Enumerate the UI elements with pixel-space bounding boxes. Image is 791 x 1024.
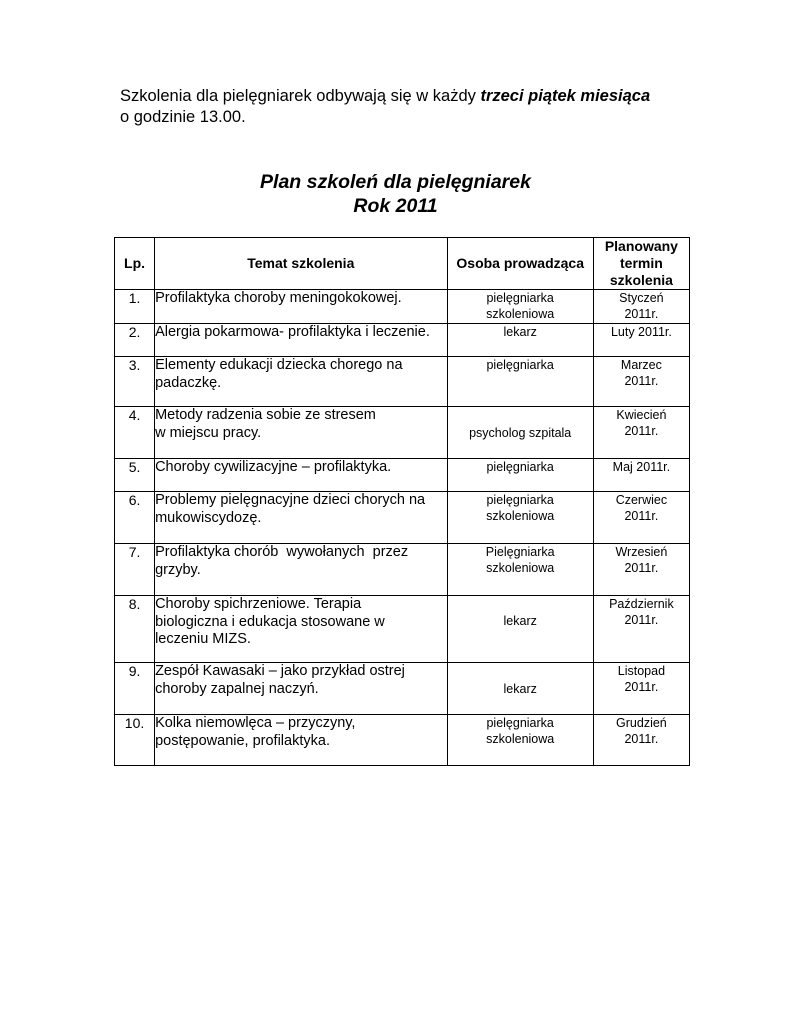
date-line: Październik — [609, 597, 674, 611]
date-line: 2011r. — [624, 424, 659, 438]
row-topic — [155, 663, 448, 715]
date-line: Czerwiec — [615, 493, 668, 507]
row-date — [593, 596, 689, 663]
date-line: 2011r. — [624, 613, 659, 627]
topic-line: Alergia pokarmowa- profilaktyka i leczenie. — [155, 324, 430, 340]
date-line: 2011r. — [624, 509, 659, 523]
row-date — [593, 357, 689, 407]
header-person: Osoba prowadząca — [447, 238, 593, 290]
row-date — [593, 544, 689, 596]
row-topic — [155, 544, 448, 596]
date-line: Listopad — [617, 664, 666, 678]
topic-line: Choroby cywilizacyjne – profilaktyka. — [155, 459, 392, 475]
row-date — [593, 459, 689, 492]
date-line: Wrzesień — [615, 545, 668, 559]
table-row — [115, 357, 690, 407]
person-line: lekarz — [503, 325, 537, 339]
date-line: 2011r. — [624, 561, 659, 575]
topic-line: Elementy edukacji dziecka chorego na — [155, 357, 403, 373]
topic-line: Choroby spichrzeniowe. Terapia — [155, 596, 362, 612]
person-line: szkoleniowa — [486, 561, 555, 575]
person-line: lekarz — [503, 682, 537, 696]
header-date-line: szkolenia — [609, 272, 673, 288]
topic-line: leczeniu MIZS. — [155, 631, 251, 647]
person-line: pielęgniarka — [486, 291, 554, 305]
person-line: szkoleniowa — [486, 732, 555, 746]
date-line: Luty 2011r. — [610, 325, 672, 339]
row-number: 1. — [115, 290, 155, 324]
table-row — [115, 407, 690, 459]
row-number: 9. — [115, 663, 155, 715]
person-line: Pielęgniarka — [485, 545, 555, 559]
topic-line: grzyby. — [155, 561, 201, 578]
row-number: 8. — [115, 596, 155, 663]
row-number: 5. — [115, 459, 155, 492]
date-line: Styczeń — [619, 291, 664, 305]
row-date — [593, 324, 689, 357]
row-topic — [155, 492, 448, 544]
row-number: 10. — [115, 715, 155, 766]
row-person — [447, 492, 593, 544]
header-topic: Temat szkolenia — [155, 238, 448, 290]
topic-line: Metody radzenia sobie ze stresem — [155, 407, 376, 423]
date-line: 2011r. — [624, 680, 659, 694]
table-row — [115, 596, 690, 663]
topic-line: mukowiscydozę. — [155, 509, 262, 526]
training-plan-table — [114, 237, 690, 766]
table-row — [115, 492, 690, 544]
page-subtitle-year: Rok 2011 — [353, 195, 438, 217]
person-line: pielęgniarka — [486, 358, 554, 372]
person-line: pielęgniarka — [486, 460, 554, 474]
page-title: Plan szkoleń dla pielęgniarek — [260, 171, 531, 193]
date-line: 2011r. — [624, 732, 659, 746]
header-date-line: termin — [620, 255, 663, 271]
row-date — [593, 407, 689, 459]
person-line: lekarz — [503, 614, 537, 628]
topic-line: Profilaktyka choroby meningokokowej. — [155, 290, 402, 306]
table-row — [115, 324, 690, 357]
row-person — [447, 324, 593, 357]
row-topic — [155, 715, 448, 766]
person-line: pielęgniarka — [486, 716, 554, 730]
intro-text-regular: Szkolenia dla pielęgniarek odbywają się w każdy — [120, 87, 481, 105]
row-date — [593, 715, 689, 766]
date-line: Kwiecień — [616, 408, 667, 422]
row-person — [447, 407, 593, 459]
table-row — [115, 715, 690, 766]
topic-line: Problemy pielęgnacyjne dzieci chorych na — [155, 492, 426, 508]
person-line: szkoleniowa — [486, 307, 555, 321]
date-line: Maj 2011r. — [612, 460, 671, 474]
intro-line-2: o godzinie 13.00. — [120, 108, 246, 126]
intro-text-emphasis: trzeci piątek miesiąca — [480, 87, 651, 105]
header-lp: Lp. — [115, 238, 155, 290]
topic-line: w miejscu pracy. — [155, 424, 262, 441]
row-topic — [155, 357, 448, 407]
date-line: Grudzień — [616, 716, 667, 730]
topic-line: Profilaktyka chorób wywołanych przez — [155, 544, 409, 560]
row-number: 2. — [115, 324, 155, 357]
topic-line: choroby zapalnej naczyń. — [155, 680, 319, 697]
table-row — [115, 544, 690, 596]
row-person — [447, 663, 593, 715]
row-topic — [155, 324, 448, 357]
topic-line: Kolka niemowlęca – przyczyny, — [155, 715, 356, 731]
date-line: 2011r. — [624, 307, 659, 321]
row-topic — [155, 290, 448, 324]
row-person — [447, 357, 593, 407]
row-date — [593, 290, 689, 324]
row-number: 7. — [115, 544, 155, 596]
row-person — [447, 715, 593, 766]
header-date-line: Planowany — [604, 238, 678, 254]
topic-line: Zespół Kawasaki – jako przykład ostrej — [155, 663, 405, 679]
row-date — [593, 492, 689, 544]
date-line: Marzec — [620, 358, 662, 372]
table-row — [115, 459, 690, 492]
table-row — [115, 290, 690, 324]
row-number: 6. — [115, 492, 155, 544]
intro-line-1 — [120, 86, 720, 107]
topic-line: padaczkę. — [155, 374, 222, 391]
row-topic — [155, 407, 448, 459]
date-line: 2011r. — [624, 374, 659, 388]
table-row — [115, 663, 690, 715]
topic-line: postępowanie, profilaktyka. — [155, 732, 330, 749]
person-line: pielęgniarka — [486, 493, 554, 507]
person-line: szkoleniowa — [486, 509, 555, 523]
row-date — [593, 663, 689, 715]
header-date — [593, 238, 689, 290]
topic-line: biologiczna i edukacja stosowane w — [155, 613, 385, 630]
row-number: 3. — [115, 357, 155, 407]
row-person — [447, 596, 593, 663]
row-person — [447, 290, 593, 324]
row-number: 4. — [115, 407, 155, 459]
intro-text — [120, 86, 720, 128]
row-person — [447, 459, 593, 492]
row-topic — [155, 596, 448, 663]
row-topic — [155, 459, 448, 492]
person-line: psycholog szpitala — [469, 426, 572, 440]
row-person — [447, 544, 593, 596]
table-header-row — [115, 238, 690, 290]
